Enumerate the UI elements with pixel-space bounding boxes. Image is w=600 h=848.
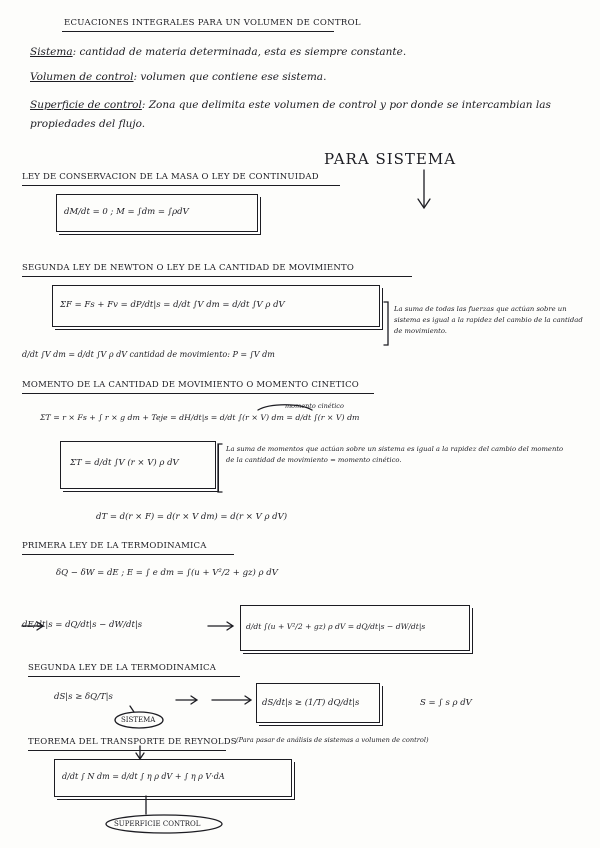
reynolds-boxed-equation: d/dt ∫ N dm = d/dt ∫ η ρ dV + ∫ η ρ V·dA xyxy=(62,772,225,781)
sistema-circle-icon xyxy=(115,712,163,728)
newton-equation-2: d/dt ∫V dm = d/dt ∫V ρ dV cantidad de movimiento: P = ∫V dm xyxy=(22,350,275,359)
first-law-boxed-equation: d/dt ∫(u + V²/2 + gz) ρ dV = dQ/dt|s − dW/dt|s xyxy=(246,622,426,631)
definition-text: : Zona que delimita este volumen de control y por donde se intercambian las propiedades del flujo. xyxy=(30,99,551,130)
angular-note-bracket-icon xyxy=(218,444,222,492)
definition-term: Superficie de control xyxy=(30,99,142,111)
angular-equation-2: dT = d(r × F) = d(r × V dm) = d(r × V ρ dV) xyxy=(96,512,288,522)
superficie-control-label: SUPERFICIE CONTROL xyxy=(114,820,201,828)
second-law-equation: dS|s ≥ δQ/T|s xyxy=(54,692,113,702)
reynolds-note: (Para pasar de análisis de sistemas a volumen de control) xyxy=(236,736,429,744)
momento-cinetico-label: momento cinético xyxy=(285,402,344,410)
sistema-pointer-icon xyxy=(130,706,134,712)
second-law-equation-2: S = ∫ s ρ dV xyxy=(420,698,472,708)
first-law-equation: δQ − δW = dE ; E = ∫ e dm = ∫(u + V²/2 + gz) ρ dV xyxy=(56,568,278,578)
angular-heading: MOMENTO DE LA CANTIDAD DE MOVIMIENTO O MOMENTO CINETICO xyxy=(22,380,359,390)
angular-equation: ΣT = r × Fs + ∫ r × g dm + Teje = dH/dt|s = d/dt ∫(r × V) dm = d/dt ∫(r × V) dm xyxy=(40,413,360,422)
angular-note: La suma de momentos que actúan sobre un sistema es igual a la rapidez del cambio del momento de la cantidad de movimiento = momento cinético. xyxy=(226,445,564,464)
momento-cinetico-brace-icon xyxy=(258,405,312,410)
newton-note: La suma de todas las fuerzas que actúan sobre un sistema es igual a la rapidez del cambio de la cantidad de movimiento. xyxy=(394,305,583,335)
second-law-boxed-equation: dS/dt|s ≥ (1/T) dQ/dt|s xyxy=(262,698,360,708)
first-law-equation-2: dE/dt|s = dQ/dt|s − dW/dt|s xyxy=(22,620,143,630)
definition-text: : cantidad de materia determinada, esta es siempre constante. xyxy=(72,46,407,58)
mass-heading: LEY DE CONSERVACION DE LA MASA O LEY DE CONTINUIDAD xyxy=(22,172,319,182)
definition-term: Sistema xyxy=(30,46,73,58)
mass-equation: dM/dt = 0 ; M = ∫dm = ∫ρdV xyxy=(64,207,189,217)
definition-text: : volumen que contiene ese sistema. xyxy=(133,71,327,83)
first-law-heading: PRIMERA LEY DE LA TERMODINAMICA xyxy=(22,541,207,551)
newton-equation: ΣF = Fs + Fv = dP/dt|s = d/dt ∫V dm = d/dt ∫V ρ dV xyxy=(60,300,285,310)
sistema-label: SISTEMA xyxy=(121,716,156,724)
newton-note-bracket-icon xyxy=(384,302,388,345)
angular-boxed-equation: ΣT = d/dt ∫V (r × V) ρ dV xyxy=(70,458,179,468)
definition-term: Volumen de control xyxy=(30,71,134,83)
para-sistema-label: PARA SISTEMA xyxy=(324,150,457,168)
superficie-circle-icon xyxy=(106,815,222,833)
reynolds-heading: TEOREMA DEL TRANSPORTE DE REYNOLDS xyxy=(28,737,237,747)
second-law-heading: SEGUNDA LEY DE LA TERMODINAMICA xyxy=(28,663,217,673)
newton-heading: SEGUNDA LEY DE NEWTON O LEY DE LA CANTIDAD DE MOVIMIENTO xyxy=(22,263,355,273)
page-title: ECUACIONES INTEGRALES PARA UN VOLUMEN DE CONTROL xyxy=(64,18,361,28)
